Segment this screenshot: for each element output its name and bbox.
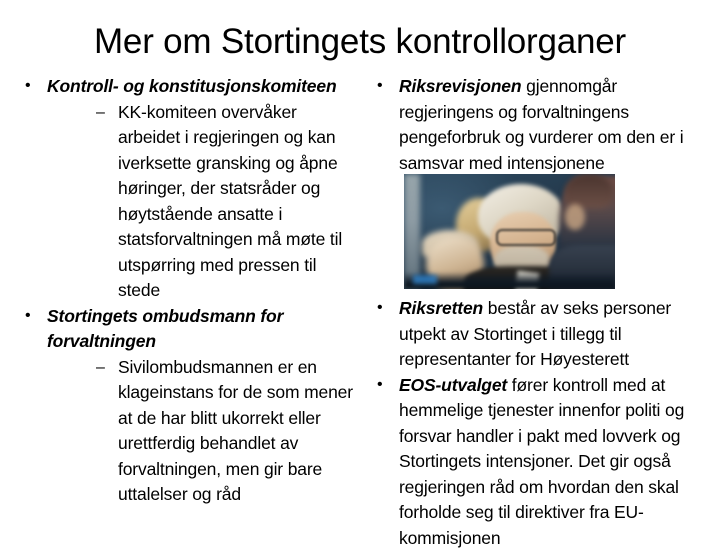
bullet-lead-text: Riksrevisjonen	[399, 76, 521, 96]
sub-bullet-list	[47, 100, 362, 304]
sub-bullet-item: – Sivilombudsmannen er en klageinstans for de som mener at de har blitt ukorrekt eller urettferdig behandlet av forvaltningen, men gir bare uttalelser og råd	[47, 355, 362, 508]
photo-blue-accent	[413, 275, 437, 284]
bullet-lead-text: Riksretten	[399, 298, 483, 318]
photo-left-panel	[404, 174, 420, 289]
press-conference-photo	[404, 174, 615, 289]
bullet-rest-text: består av seks personer utpekt av Stortinget i tillegg til representanter for Høyesterett	[399, 298, 671, 369]
right-bullet-list	[366, 74, 714, 551]
bullet-item-riksrevisjonen	[366, 74, 714, 176]
bullet-lead-text: EOS-utvalget	[399, 375, 507, 395]
photo-subject-glasses	[496, 229, 556, 246]
bullet-item-riksretten	[366, 296, 714, 373]
sub-bullet-list	[47, 355, 362, 508]
bullet-lead-text: Stortingets ombudsmann for forvaltningen	[47, 306, 283, 352]
left-content-column	[14, 74, 362, 508]
sub-bullet-item: – KK-komiteen overvåker arbeidet i regjeringen og kan iverksette gransking og åpne høringer, der statsråder og høytstående ansatte i statsforvaltningen må møte til utspørring med pressen til stede	[47, 100, 362, 304]
bullet-item-eos-utvalget	[366, 373, 714, 551]
bullet-item-ombudsmann	[14, 304, 362, 508]
left-bullet-list	[14, 74, 362, 508]
bullet-rest-text: fører kontroll med at hemmelige tjenester innenfor politi og forsvar handler i pakt med lovverk og Stortingets intensjoner. Det gir også regjeringen råd om hvordan den skal forholde seg til direktiver fra EU-kommisjonen	[399, 375, 684, 548]
bullet-rest-text: gjennomgår regjeringens og forvaltningens pengeforbruk og vurderer om den er i samsvar med intensjonene	[399, 76, 684, 173]
bullet-lead-text: Kontroll- og konstitusjonskomiteen	[47, 76, 337, 96]
photo-canvas	[404, 174, 615, 289]
bullet-item-kontrollkomiteen	[14, 74, 362, 304]
photo-foreground-hair	[565, 174, 613, 208]
photo-foreground-ear	[565, 204, 585, 230]
page-title: Mer om Stortingets kontrollorganer	[0, 22, 720, 62]
right-content-column	[366, 74, 714, 551]
